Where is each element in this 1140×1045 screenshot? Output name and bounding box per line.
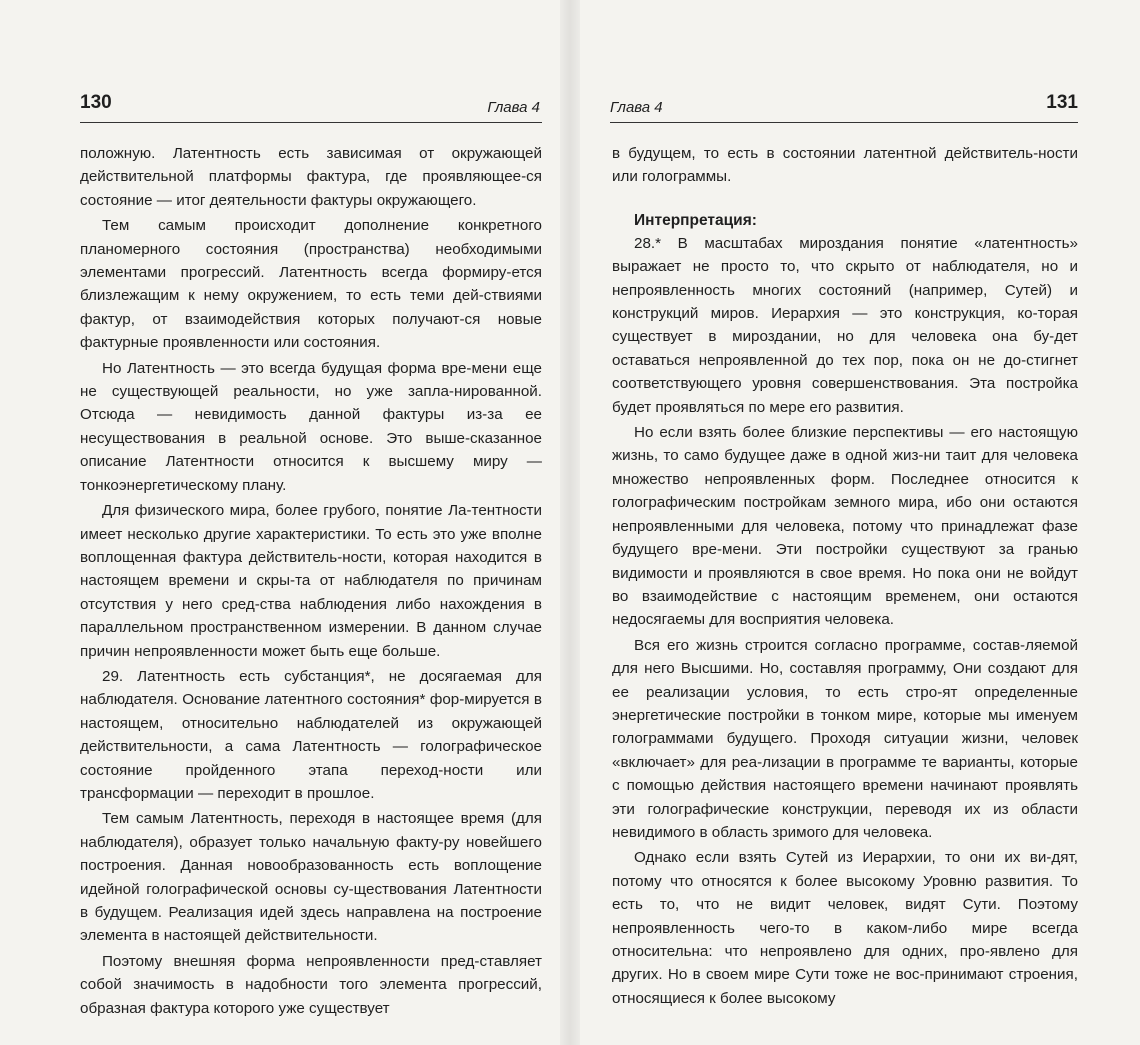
paragraph: Но Латентность — это всегда будущая форма вре-мени еще не существующей реальности, но уже запла-нированной. Отсюда — невидимость данной фактуры из-за ее несуществования в реальной основе. Это выше-сказанное описание Латентности относится к высшему миру — тонкоэнергетическому плану.	[80, 359, 542, 494]
section-heading: Интерпретация:	[634, 211, 757, 229]
paragraph: Тем самым Латентность, переходя в настоящее время (для наблюдателя), образует только начальную факту-ру новейшего построения. Данная новообразованность есть воплощение идейной голографической основы су-ществования Латентности в будущем. Реализация идей здесь направлена на построение элемента в настоящей действительности.	[80, 810, 542, 945]
page-number: 130	[80, 92, 112, 113]
paragraph: Вся его жизнь строится согласно программе, состав-ляемой для него Высшими. Но, составляя программу, Они создают для ее реализации условия, то есть стро-ят определенные энергетические постройки в тонком мире, которые мы именуем голограммами будущего. Проходя ситуации жизни, человек «включает» для реа-лизации в программе те варианты, которые с помощью действия настоящего времени начинают проявлять эти голографические конструкции, переводя их из области невидимого в область зримого для человека.	[612, 636, 1078, 841]
paragraph: Но если взять более близкие перспективы — его настоящую жизнь, то само будущее даже в одной жиз-ни таит для человека множество непроявленных форм. Последнее относится к голографическим постройкам земного мира, ибо они остаются непроявленными для человека, потому что принадлежат фазе будущего вре-мени. Эти постройки существуют за гранью видимости и проявляются в свое время. Но пока они не войдут во взаимодействие с настоящим временем, они остаются недосягаемы для восприятия человека.	[612, 424, 1078, 629]
right-page-body	[612, 142, 1078, 1012]
paragraph: Для физического мира, более грубого, понятие Ла-тентности имеет несколько другие характеристики. То есть это уже вполне воплощенная фактура действитель-ности, которая находится в настоящем времени и скры-та от наблюдателя по причинам отсутствия у него сред-ства наблюдения либо нахождения в параллельном пространственном измерении. В данном случае причин непроявленности может быть еще больше.	[80, 502, 542, 660]
paragraph: Тем самым происходит дополнение конкретного планомерного состояния (пространства) необходимыми элементами прогрессий. Латентность всегда формиру-ется близлежащим к нему окружением, то есть теми дей-ствиями фактур, от взаимодействия которых получают-ся новые фактурные проявленности или состояния.	[80, 217, 542, 352]
paragraph: 28.* В масштабах мироздания понятие «латентность» выражает не просто то, что скрыто от наблюдателя, но и непроявленность многих состояний (например, Сутей) и конструкций миров. Иерархия — это конструкция, ко-торая существует в мироздании, но для человека она бу-дет оставаться непроявленной до тех пор, пока он не до-стигнет соответствующего уровня совершенствования. Эта постройка будет проявляться по мере его развития.	[612, 234, 1078, 416]
paragraph: Однако если взять Сутей из Иерархии, то они их ви-дят, потому что относятся к более высокому Уровню развития. То есть то, что не видит человек, видят Сути. Поэтому непроявленность чего-то в каком-либо мире всегда относительна: что непроявлено для одних, про-явлено для других. Но в своем мире Сути тоже не вос-принимают строения, относящиеся к более высокому	[612, 849, 1078, 1007]
paragraph: положную. Латентность есть зависимая от окружающей действительной платформы фактура, где проявляющее-ся состояние — итог деятельности фактуры окружающего.	[80, 145, 542, 209]
left-page-header	[80, 88, 542, 123]
running-head-chapter: Глава 4	[610, 99, 663, 116]
right-page	[570, 0, 1140, 1045]
right-page-header	[610, 88, 1078, 123]
paragraph: в будущем, то есть в состоянии латентной действитель-ности или голограммы.	[612, 145, 1078, 186]
left-page-body	[80, 142, 542, 1022]
running-head-chapter: Глава 4	[487, 99, 540, 116]
paragraph: 29. Латентность есть субстанция*, не досягаемая для наблюдателя. Основание латентного состояния* фор-мируется в настоящем, относительно наблюдателей из окружающей действительности, а сама Латентность — голографическое состояние пройденного этапа переход-ности или трансформации — переходит в прошлое.	[80, 667, 542, 802]
paragraph: Поэтому внешняя форма непроявленности пред-ставляет собой значимость в надобности того элемента прогрессий, образная фактура которого уже существует	[80, 952, 542, 1017]
page-number: 131	[1046, 92, 1078, 113]
